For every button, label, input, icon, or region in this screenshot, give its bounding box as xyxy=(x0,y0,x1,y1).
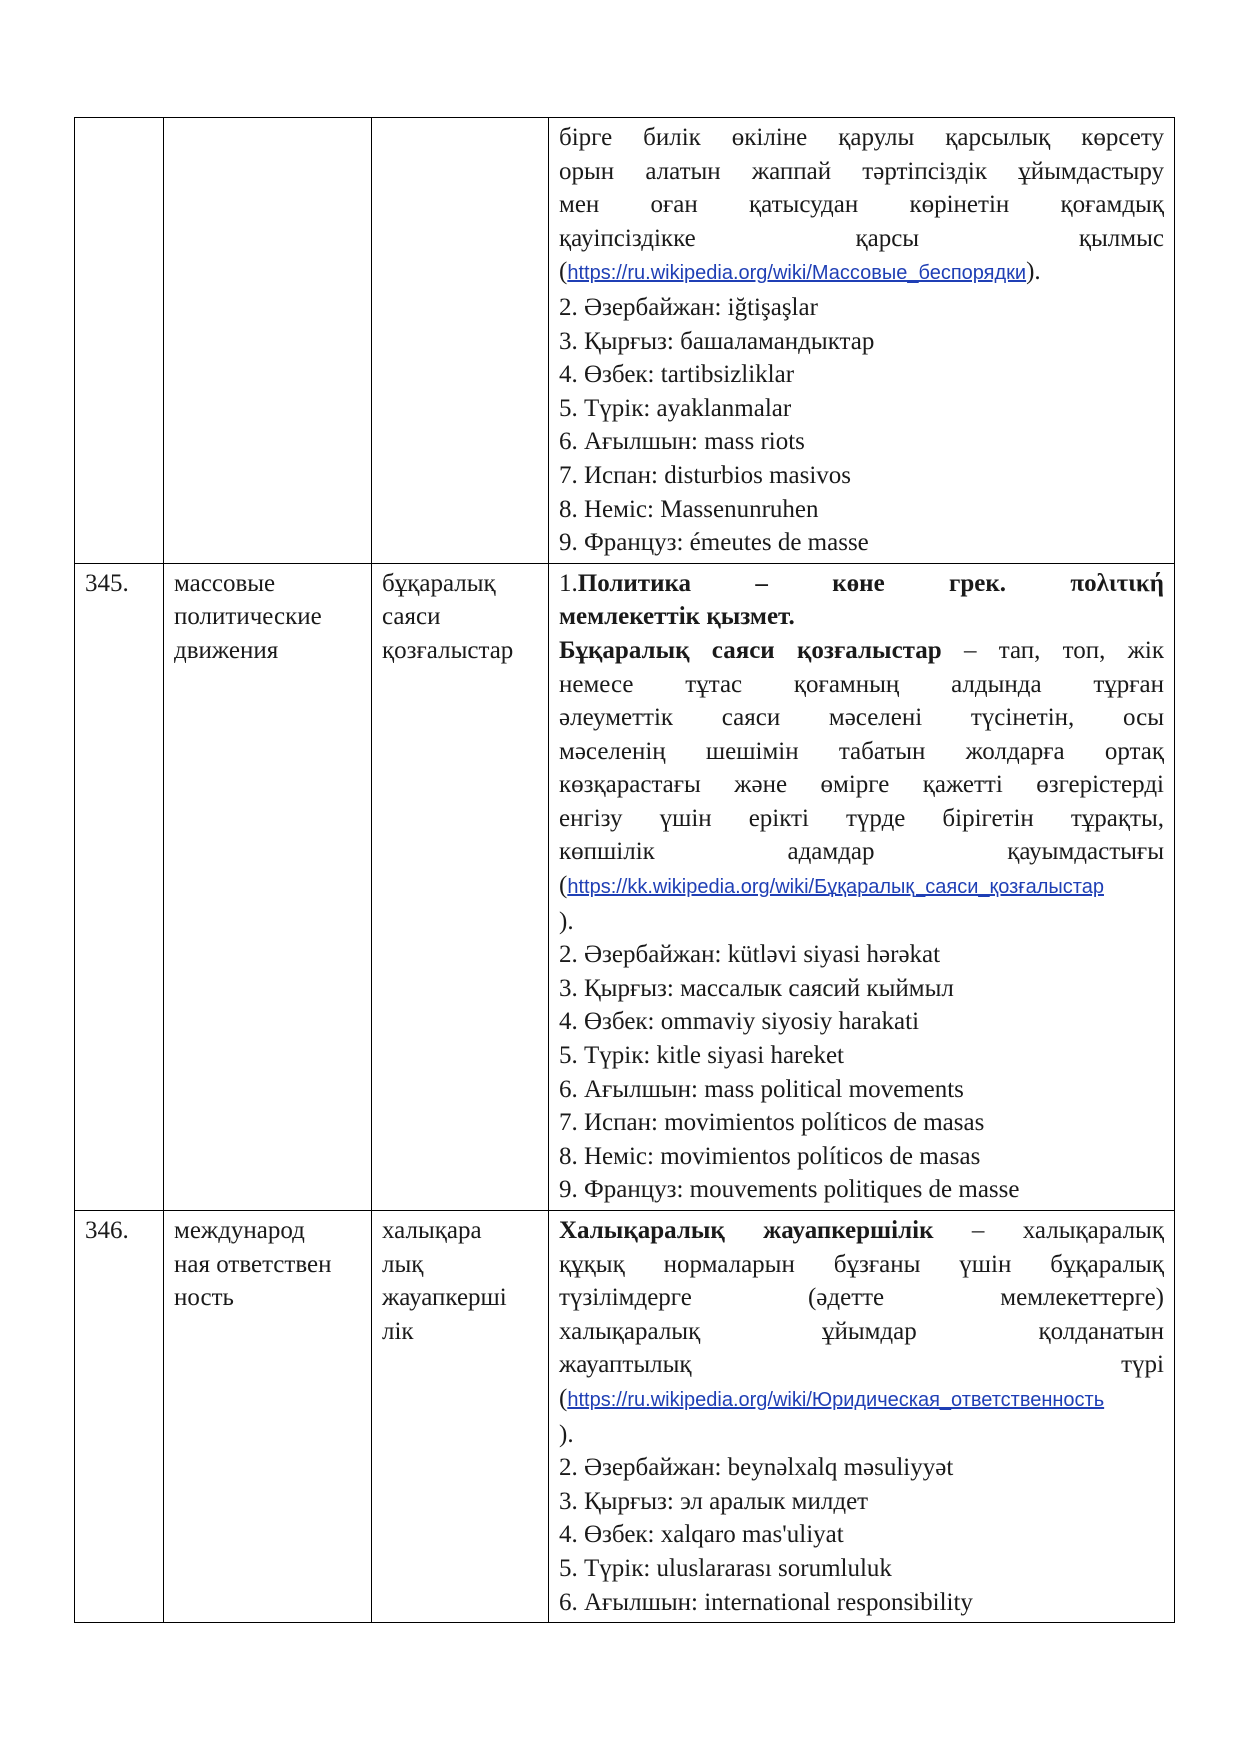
row-number-cell: 346. xyxy=(75,1211,164,1623)
definition-line: қауіпсіздікке қарсы қылмыс xyxy=(559,224,1164,252)
definition-cell xyxy=(549,1211,1175,1623)
translation-line: 6. Ағылшын: mass political movements xyxy=(559,1075,964,1103)
definition-line: жауаптылық түрі xyxy=(559,1351,1164,1379)
term-bold: Бұқаралық саяси қозғалыстар xyxy=(559,636,942,664)
source-line: (https://ru.wikipedia.org/wiki/Массовые_беспорядки). xyxy=(559,258,1041,286)
source-link[interactable]: https://ru.wikipedia.org/wiki/Массовые_беспорядки xyxy=(567,262,1027,285)
translation-line: 2. Әзербайжан: beynəlxalq məsuliyyət xyxy=(559,1454,954,1482)
definition-line: мен оған қатысудан көрінетін қоғамдық xyxy=(559,191,1164,219)
definition-line: бірге билік өкіліне қарулы қарсылық көрсету xyxy=(559,124,1164,151)
source-line: (https://kk.wikipedia.org/wiki/Бұқаралық_саяси_қозғалыстар xyxy=(559,872,1104,900)
translation-line: 6. Ағылшын: mass riots xyxy=(559,428,805,456)
definition-cell xyxy=(549,118,1175,564)
source-line: (https://ru.wikipedia.org/wiki/Юридическая_ответственность xyxy=(559,1384,1105,1412)
translation-line: 4. Өзбек: xalqaro mas'uliyat xyxy=(559,1521,844,1549)
translation-line: 8. Неміс: movimientos políticos de masas xyxy=(559,1142,981,1170)
row-number-cell: 345. xyxy=(75,563,164,1210)
definition-line: көпшілік адамдар қауымдастығы xyxy=(559,838,1164,866)
kazakh-term-cell: бұқаралық саяси қозғалыстар xyxy=(372,563,549,1210)
definition-line: Халықаралық жауапкершілік – халықаралық xyxy=(559,1217,1164,1244)
source-link[interactable]: https://kk.wikipedia.org/wiki/Бұқаралық_саяси_қозғалыстар xyxy=(567,876,1104,899)
definition-line: енгізу үшін ерікті түрде бірігетін тұрақты, xyxy=(559,804,1164,832)
translation-line: 4. Өзбек: tartibsizliklar xyxy=(559,361,795,389)
definition-line: мәселенің шешімін табатын жолдарға ортақ xyxy=(559,737,1164,765)
translation-line: 5. Түрік: kitle siyasi hareket xyxy=(559,1042,844,1070)
kazakh-term-cell xyxy=(372,118,549,564)
translation-line: 2. Әзербайжан: kütləvi siyasi hərəkat xyxy=(559,941,941,969)
etymology-line: 1.Политика – көне грек. πολιτική xyxy=(559,569,1164,597)
translation-line: 5. Түрік: ayaklanmalar xyxy=(559,394,792,422)
definition-line: көзқарастағы және өмірге қажетті өзгерістерді xyxy=(559,771,1164,799)
definition-line: халықаралық ұйымдар қолданатын xyxy=(559,1317,1164,1345)
definition-line: немесе тұтас қоғамның алдында тұрған xyxy=(559,670,1164,698)
etymology-line: мемлекеттік қызмет. xyxy=(559,603,795,631)
definition-line: орын алатын жаппай тәртіпсіздік ұйымдастыру xyxy=(559,157,1164,185)
kazakh-term-cell: халықара лық жауапкерші лік xyxy=(372,1211,549,1623)
definition-line: әлеуметтік саяси мәселені түсінетін, осы xyxy=(559,704,1164,732)
russian-term-cell xyxy=(164,118,372,564)
definition-cell xyxy=(549,563,1175,1210)
translation-line: 5. Түрік: uluslararası sorumluluk xyxy=(559,1554,892,1582)
translation-line: 9. Француз: mouvements politiques de masse xyxy=(559,1176,1020,1204)
russian-term-cell: массовые политические движения xyxy=(164,563,372,1210)
definition-line: түзілімдерге (әдетте мемлекеттерге) xyxy=(559,1284,1164,1312)
translation-line: 7. Испан: disturbios masivos xyxy=(559,461,852,489)
table-row xyxy=(75,563,1175,1210)
translation-line: 3. Қырғыз: эл аралык милдет xyxy=(559,1487,869,1515)
translation-line: 7. Испан: movimientos políticos de masas xyxy=(559,1109,985,1137)
row-number-cell xyxy=(75,118,164,564)
source-close: ). xyxy=(559,907,574,935)
source-close: ). xyxy=(559,1420,574,1448)
source-link[interactable]: https://ru.wikipedia.org/wiki/Юридическая_ответственность xyxy=(567,1388,1105,1411)
translation-line: 2. Әзербайжан: iğtişaşlar xyxy=(559,293,818,321)
translation-line: 9. Француз: émeutes de masse xyxy=(559,529,869,557)
translation-line: 4. Өзбек: ommaviy siyosiy harakati xyxy=(559,1008,920,1036)
glossary-table xyxy=(74,117,1175,1623)
definition-line: Бұқаралық саяси қозғалыстар – тап, топ, жік xyxy=(559,636,1164,664)
translation-line: 3. Қырғыз: башаламандыктар xyxy=(559,327,875,355)
translation-line: 3. Қырғыз: массалык саясий кыймыл xyxy=(559,974,954,1002)
term-bold: Халықаралық жауапкершілік xyxy=(559,1217,934,1244)
translation-line: 6. Ағылшын: international responsibility xyxy=(559,1588,973,1616)
russian-term-cell: международ ная ответствен ность xyxy=(164,1211,372,1623)
translation-line: 8. Неміс: Massenunruhen xyxy=(559,495,819,523)
table-row xyxy=(75,118,1175,564)
definition-line: құқық нормаларын бұзғаны үшін бұқаралық xyxy=(559,1250,1164,1278)
table-row xyxy=(75,1211,1175,1623)
